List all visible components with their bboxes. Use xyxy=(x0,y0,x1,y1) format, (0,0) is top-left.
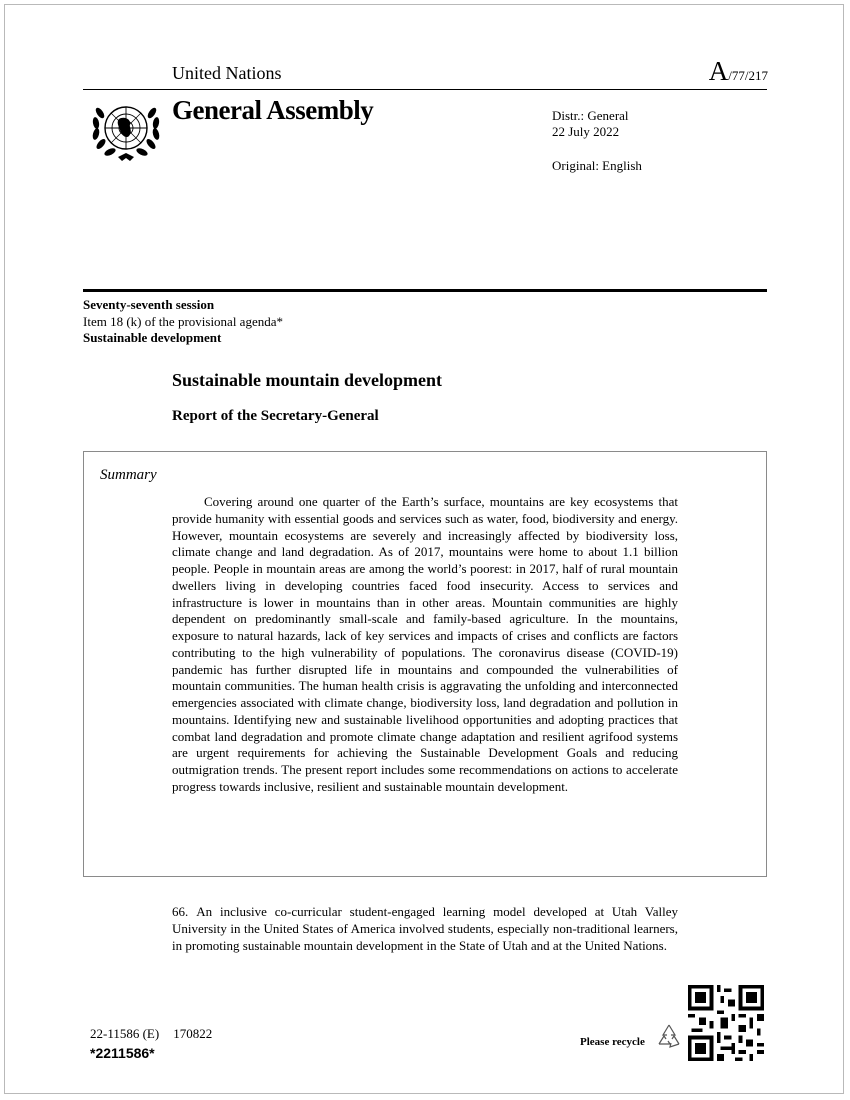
session-rule xyxy=(83,289,767,292)
body-name: General Assembly xyxy=(172,95,374,125)
symbol-number: /77/217 xyxy=(728,68,768,83)
original-language: Original: English xyxy=(552,158,642,173)
qr-code-icon xyxy=(688,985,764,1061)
report-title: Sustainable mountain development xyxy=(172,370,443,390)
recycle-label: Please recycle xyxy=(580,1036,645,1048)
agenda-item: Item 18 (k) of the provisional agenda* xyxy=(83,313,283,329)
document-symbol xyxy=(709,56,768,87)
session-name: Seventy-seventh session xyxy=(83,297,215,312)
paragraph-text: An inclusive co-curricular student-engaged learning model developed at Utah Valley University in the United States of America involved students, especially non-traditional learners, in promoting sustainable mountain development in the State of Utah and at the United Nations. xyxy=(172,904,678,953)
paragraph-66 xyxy=(172,904,678,954)
report-subtitle: Report of the Secretary-General xyxy=(172,408,379,424)
footer-reference xyxy=(90,1026,212,1042)
header-rule xyxy=(83,89,767,90)
document-number: 22-11586 (E) xyxy=(90,1026,160,1041)
un-emblem-icon xyxy=(86,95,166,167)
document-date: 170822 xyxy=(173,1026,213,1041)
organization-name: United Nations xyxy=(172,63,282,83)
paragraph-number: 66. xyxy=(172,904,189,919)
barcode-text: *2211586* xyxy=(90,1045,155,1061)
symbol-prefix: A xyxy=(708,56,729,86)
summary-heading: Summary xyxy=(100,467,157,483)
distribution-status: Distr.: General xyxy=(552,108,629,123)
agenda-topic: Sustainable development xyxy=(83,330,222,345)
summary-text: Covering around one quarter of the Earth’s surface, mountains are key ecosystems that provide humanity with essential goods and services such as water, food, biodiversity and energy. However, mountain ecosystems are severely and increasingly affected by biodiversity loss, climate change and land degradation. As of 2017, mountains were home to about 1.1 billion people. People in mountain areas are among the world’s poorest: in 2017, half of rural mountain dwellers living in developing countries faced food insecurity. Access to services and infrastructure is lower in mountains than in other areas. Mountain communities are highly dependent on predominantly small-scale and family-based agriculture. In the mountains, exposure to natural hazards, lack of key services and impacts of crises and conflicts are factors contributing to the high vulnerability of populations. The coronavirus disease (COVID-19) pandemic has further disrupted life in mountains and compounded the vulnerabilities of mountain communities. The human health crisis is aggravating the unfolding and interconnected emergencies associated with climate change, biodiversity loss, land degradation and pollution in mountains. Identifying new and sustainable livelihood opportunities and adopting practices that combat land degradation and promote climate change adaptation and resilient agrifood systems are urgent requirements for achieving the Sustainable Development Goals and reducing outmigration trends. The present report includes some recommendations on actions to accelerate progress towards inclusive, resilient and sustainable mountain development. xyxy=(172,494,678,794)
recycle-icon xyxy=(655,1022,683,1050)
session-block xyxy=(83,297,283,347)
distribution-date: 22 July 2022 xyxy=(552,124,620,139)
distribution-block xyxy=(552,108,642,174)
